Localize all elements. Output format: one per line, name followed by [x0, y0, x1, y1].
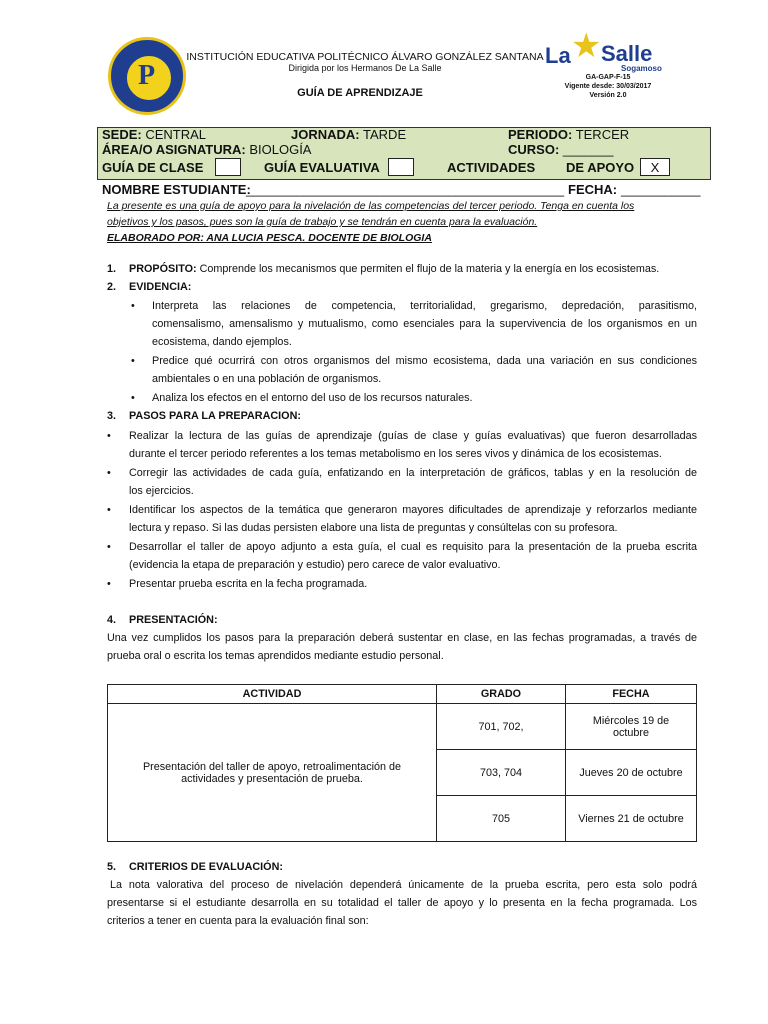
s3-p2-l2: los ejercicios.: [129, 485, 194, 497]
sede: SEDE: CENTRAL: [102, 127, 207, 142]
lasalle-logo: [545, 27, 662, 73]
s3-p2-l1: Corregir las actividades de cada guía, enfatizando en la interpretación de gráficos, tablas y en la resolución de: [129, 467, 697, 479]
s4-l1: Una vez cumplidos los pasos para la preparación deberá sustentar en clase, en las fechas programadas, a través de: [107, 632, 697, 644]
jornada: JORNADA: TARDE: [291, 127, 407, 142]
bullet-icon: •: [107, 578, 111, 590]
s1-text: PROPÓSITO: Comprende los mecanismos que permiten el flujo de la materia y la energía en los ecosistemas.: [129, 263, 660, 275]
s2-b2-l2: ambientales o en una población de organismos.: [152, 373, 382, 385]
area: ÁREA/O ASIGNATURA: BIOLOGÍA: [102, 142, 312, 157]
s1-num: 1.: [107, 263, 117, 275]
activities-table: [107, 684, 697, 842]
bullet-icon: •: [131, 300, 135, 312]
fecha-line[interactable]: ___________: [621, 182, 701, 197]
s2-b1-l2: comensalismo, amensalismo y mutualismo, como esenciales para la supervivencia de los organismos en un: [152, 318, 697, 330]
s5-num: 5.: [107, 861, 117, 873]
star-icon: ★: [571, 27, 602, 65]
s4-l2: prueba oral o escrita los temas aprendidos mediante estudio personal.: [107, 650, 444, 662]
student-name-label: NOMBRE ESTUDIANTE:: [102, 182, 251, 197]
s3-title: PASOS PARA LA PREPARACION:: [129, 410, 301, 422]
grado-cell: 705: [437, 796, 566, 842]
s2-b1-l3: ecosistema, dando ejemplos.: [152, 336, 292, 348]
student-name-line[interactable]: ____________________________________________: [246, 182, 565, 197]
s3-p5-l1: Presentar prueba escrita en la fecha programada.: [129, 578, 368, 590]
bullet-icon: •: [131, 355, 135, 367]
s3-p3-l1: Identificar los aspectos de la temática que generaron mayores dificultades de aprendizaje y reforzarlos mediante: [129, 504, 697, 516]
directed-by: Dirigida por los Hermanos De La Salle: [288, 63, 442, 73]
valid-since: Vigente desde: 30/03/2017: [564, 83, 652, 90]
actividades-label: ACTIVIDADES: [447, 160, 536, 175]
lasalle-la: La: [545, 43, 571, 68]
s2-title: EVIDENCIA:: [129, 281, 192, 293]
table-header-row: [108, 685, 697, 704]
fecha-cell: Viernes 21 de octubre: [566, 796, 697, 842]
s5-title: CRITERIOS DE EVALUACIÓN:: [129, 861, 283, 873]
activity-cell: Presentación del taller de apoyo, retroalimentación de actividades y presentación de prueba.: [108, 704, 437, 842]
s5-l3: criterios a tener en cuenta para la evaluación final son:: [107, 915, 369, 927]
s3-p4-l2: (evidencia la etapa de preparación y estudio) pero carece de valor evaluativo.: [129, 559, 501, 571]
col-actividad: ACTIVIDAD: [108, 685, 437, 704]
col-grado: GRADO: [437, 685, 566, 704]
fecha-cell: Jueves 20 de octubre: [566, 750, 697, 796]
bullet-icon: •: [107, 430, 111, 442]
s3-p1-l2: durante el tercer periodo referentes a los temas metabolismo en los seres vivos y dinámica de los ecosistemas.: [129, 448, 662, 460]
bullet-icon: •: [107, 541, 111, 553]
s5-l2: presentarse si el estudiante desarrolla en su totalidad el taller de apoyo y lo presenta en la fecha programada. Los: [107, 897, 697, 909]
de-apoyo-label: DE APOYO: [566, 160, 635, 175]
table-row: [108, 704, 697, 750]
school-logo: [108, 37, 186, 115]
s2-b2-l1: Predice qué ocurrirá con otros organismos del mismo ecosistema, dada una variación en sus condiciones: [152, 355, 697, 367]
lasalle-salle: Salle: [601, 41, 653, 66]
intro-line-2: objetivos y los pasos, pues son la guía de trabajo y se tendrán en cuenta para la evaluación.: [107, 216, 538, 228]
guia-clase-checkbox[interactable]: [215, 158, 241, 176]
bullet-icon: •: [107, 504, 111, 516]
guia-evaluativa-label: GUÍA EVALUATIVA: [264, 160, 380, 175]
s2-num: 2.: [107, 281, 117, 293]
grado-cell: 703, 704: [437, 750, 566, 796]
fecha-label: FECHA:: [568, 182, 618, 197]
guia-clase-label: GUÍA DE CLASE: [102, 160, 204, 175]
intro-author: ELABORADO POR: ANA LUCIA PESCA. DOCENTE DE BIOLOGIA: [107, 232, 432, 244]
s3-p3-l2: lectura y repaso. Si las dudas persisten elabore una lista de preguntas y consúltelas con su profesora.: [129, 522, 618, 534]
s3-p4-l1: Desarrollar el taller de apoyo adjunto a esta guía, el cual es requisito para la presentación de la prueba escrita: [129, 541, 697, 553]
s4-num: 4.: [107, 614, 117, 626]
doc-version: Versión 2.0: [589, 92, 627, 99]
de-apoyo-checkbox[interactable]: X: [640, 158, 670, 176]
school-logo-letter: P: [138, 60, 156, 91]
grado-cell: 701, 702,: [437, 704, 566, 750]
s2-b3-l1: Analiza los efectos en el entorno del uso de los recursos naturales.: [152, 392, 473, 404]
s2-b1-l1: Interpreta las relaciones de competencia, territorialidad, gregarismo, depredación, parasitismo,: [152, 300, 697, 312]
periodo: PERIODO: TERCER: [508, 127, 630, 142]
guide-title: GUÍA DE APRENDIZAJE: [297, 87, 423, 99]
s3-num: 3.: [107, 410, 117, 422]
s4-title: PRESENTACIÓN:: [129, 614, 218, 626]
institution-name: INSTITUCIÓN EDUCATIVA POLITÉCNICO ÁLVARO GONZÁLEZ SANTANA: [186, 51, 544, 63]
doc-code: GA-GAP-F-15: [585, 74, 631, 81]
intro-line-1: La presente es una guía de apoyo para la nivelación de las competencias del tercer periodo. Tenga en cuenta los: [107, 200, 635, 212]
bullet-icon: •: [131, 392, 135, 404]
bullet-icon: •: [107, 467, 111, 479]
s5-l1: La nota valorativa del proceso de nivelación dependerá únicamente de la prueba escrita, pero esta solo podrá: [110, 879, 697, 891]
guia-evaluativa-checkbox[interactable]: [388, 158, 414, 176]
col-fecha: FECHA: [566, 685, 697, 704]
s3-p1-l1: Realizar la lectura de las guías de aprendizaje (guías de clase y guías evaluativas) que fueron desarrolladas: [129, 430, 697, 442]
curso: CURSO: _______: [508, 142, 614, 157]
lasalle-city: Sogamoso: [621, 64, 662, 73]
fecha-cell: Miércoles 19 de octubre: [566, 704, 697, 750]
